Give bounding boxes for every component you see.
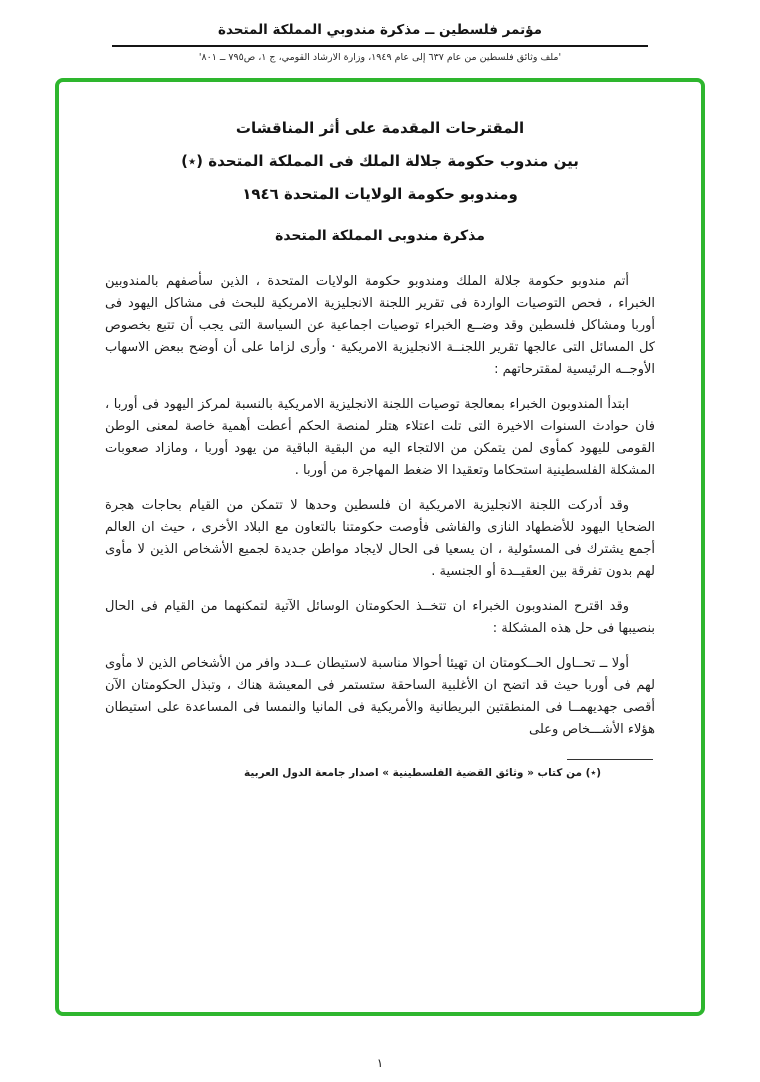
document-frame [55,78,705,1016]
footnote-block [105,759,655,779]
page-number: ١ [376,1056,384,1070]
footnote-text: (٭) من كتاب « وثائق القضية الفلسطينية » اصدار جامعة الدول العربية [244,767,601,779]
header-source-line: 'ملف وثائق فلسطين من عام ٦٣٧ إلى عام ١٩٤٩، وزارة الارشاد القومي، ج ١، ص٧٩٥ ــ ٨٠١' [198,52,562,63]
body-paragraph-4: وقد اقترح المندوبون الخبراء ان تتخــذ الحكومتان الوسائل الآتية لتمكنهما من القيام فى الحال بنصيبها فى حل هذه المشكلة : [105,599,655,636]
document-title-line-3: ومندوبو حكومة الولايات المتحدة ١٩٤٦ [242,185,518,203]
document-title-block [105,112,655,211]
body-paragraph-1: أتم مندوبو حكومة جلالة الملك ومندوبو حكومة الولايات المتحدة ، الذين سأصفهم بالمندوبين الخبراء ، فحص التوصيات الواردة فى تقرير اللجنة الانجليزية الامريكية للبحث فى مشاكل اليهود فى أوربا ومشاكل فلسطين وقد وضــع الخبراء توصيات اجماعية عن السياسة التى يجب أن تتبع بخصوص كل المسائل التى عالجها تقرير اللجنــة الانجليزية الامريكية · وأرى لزاما على أن أوضح ببعض الاسهاب الأوجــه الرئيسية لمقترحاتهم : [105,274,655,377]
document-title-line-1: المقترحات المقدمة على أثر المناقشات [235,119,525,137]
document-body [105,271,655,741]
header-title: مؤتمر فلسطين ــ مذكرة مندوبي المملكة المتحدة [218,22,542,38]
page-header [0,0,760,63]
document-subtitle: مذكرة مندوبى المملكة المتحدة [275,228,485,244]
body-paragraph-2: ابتدأ المندوبون الخبراء بمعالجة توصيات اللجنة الانجليزية الامريكية بالنسبة لمركز اليهود فى أوربا ، فان حوادث السنوات الاخيرة التى تلت اعتلاء هتلر لمنصة الحكم أعطت أهمية خاصة لمعنى الوطن القومى لليهود كمأوى لمن يتمكن من الالتجاء اليه من البقية الباقية من يهود أوربا ، ومازاد صعوبات المشكلة الفلسطينية استحكاما وتعقيدا الا ضغط المهاجرة من أوربا . [105,397,655,478]
footnote-divider [567,759,653,760]
header-divider [112,45,648,47]
body-paragraph-5: أولا ــ تحــاول الحــكومتان ان تهيئا أحوالا مناسبة لاستيطان عــدد وافر من الأشخاص الذين لا مأوى لهم فى أوربا حيث قد اتضح ان الأغلبية الساحقة ستستمر فى المعيشة هناك ، وتبذل الحكومتان الآن أقصى جهديهمــا فى المنطقتين البريطانية والأمريكية فى المانيا والنمسا فى المساعدة على استيطان هؤلاء الأشـــخاص وعلى [105,656,655,737]
document-title-line-2: بين مندوب حكومة جلالة الملك فى المملكة المتحدة (٭) [181,152,579,170]
body-paragraph-3: وقد أدركت اللجنة الانجليزية الامريكية ان فلسطين وحدها لا تتمكن من القيام بحاجات هجرة الضحايا اليهود للأضطهاد النازى والفاشى فأوصت حكومتنا بالتعاون مع البلاد الأخرى ، حيث ان العالم أجمع يشترك فى المسئولية ، ان يسعيا فى الحال لايجاد مواطن جديدة لجميع الأشخاص الذين لا مأوى لهم بدون تفرقة بين العقيــدة أو الجنسية . [105,498,655,579]
